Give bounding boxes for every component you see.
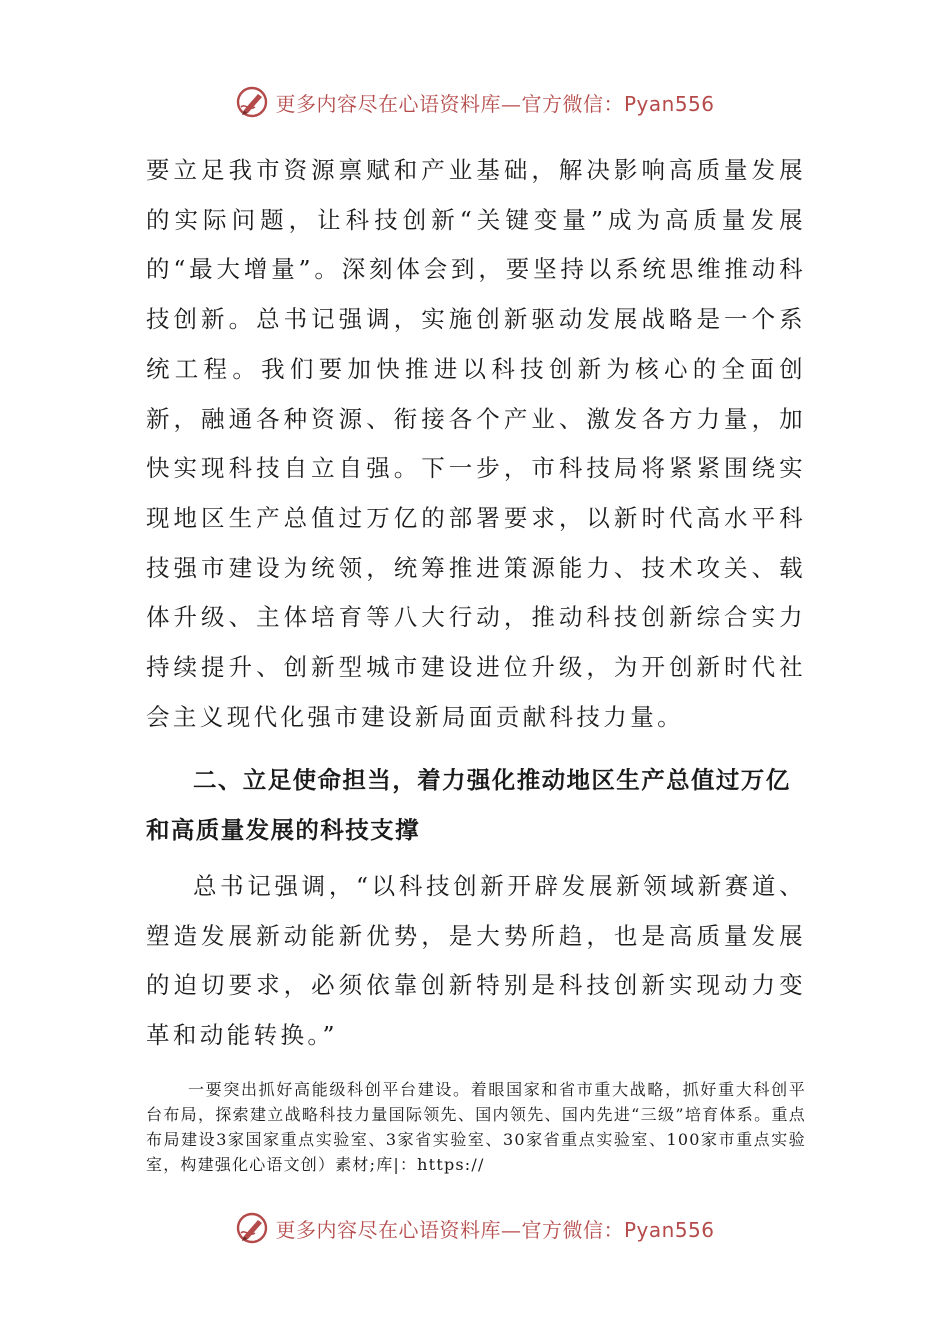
paragraph-2: 总书记强调，“以科技创新开辟发展新领域新赛道、塑造发展新动能新优势，是大势所趋，也是高质量发展的迫切要求，必须依靠创新特别是科技创新实现动力变革和动能转换。” [146, 871, 806, 1049]
header-watermark-banner [0, 82, 950, 122]
footer-watermark-banner [0, 1208, 950, 1248]
pen-logo-icon [235, 85, 269, 119]
section-heading-2: 二、立足使命担当，着力强化推动地区生产总值过万亿和高质量发展的科技支撑 [146, 766, 791, 845]
paragraph-3: 一要突出抓好高能级科创平台建设。着眼国家和省市重大战略，抓好重大科创平台布局，探索建立战略科技力量国际领先、国内领先、国内先进“三级”培育体系。重点布局建设3家国家重点实验室、3家省实验室、30家省重点实验室、100家市重点实验室，构建强化心语文创）素材;库|：https:// [146, 1079, 806, 1174]
banner-wechat-id: Pyan556 [623, 1217, 715, 1242]
banner-text [275, 1214, 714, 1243]
banner-text-cn: 更多内容尽在心语资料库—官方微信： [275, 1217, 624, 1242]
document-body [146, 146, 806, 1193]
banner-text-cn: 更多内容尽在心语资料库—官方微信： [275, 91, 624, 116]
banner-wechat-id: Pyan556 [623, 91, 715, 116]
banner-text [275, 88, 714, 117]
pen-logo-icon [235, 1211, 269, 1245]
paragraph-1: 要立足我市资源禀赋和产业基础，解决影响高质量发展的实际问题，让科技创新“关键变量”成为高质量发展的“最大增量”。深刻体会到，要坚持以系统思维推动科技创新。总书记强调，实施创新驱动发展战略是一个系统工程。我们要加快推进以科技创新为核心的全面创新，融通各种资源、衔接各个产业、激发各方力量，加快实现科技自立自强。下一步，市科技局将紧紧围绕实现地区生产总值过万亿的部署要求，以新时代高水平科技强市建设为统领，统筹推进策源能力、技术攻关、载体升级、主体培育等八大行动，推动科技创新综合实力持续提升、创新型城市建设进位升级，为开创新时代社会主义现代化强市建设新局面贡献科技力量。 [146, 156, 806, 731]
